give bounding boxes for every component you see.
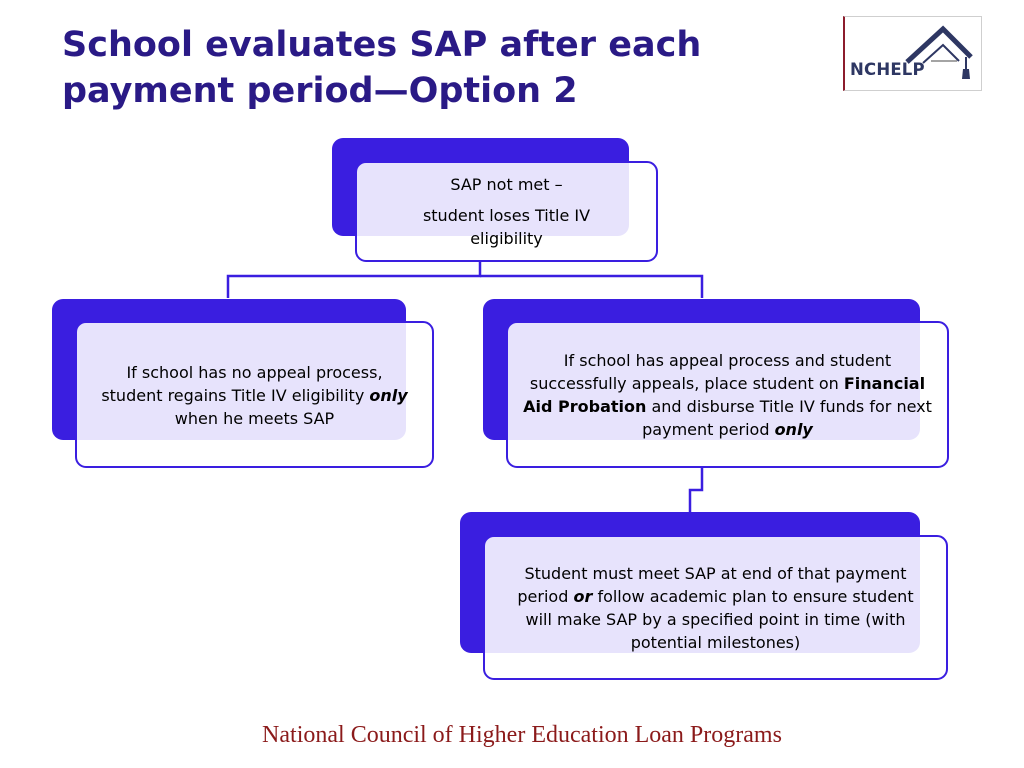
bottom-box-text-before: Student must meet SAP at end of that payment period	[517, 564, 907, 606]
page-title: School evaluates SAP after each payment period—Option 2	[62, 25, 702, 111]
connector-right-to-bottom	[690, 468, 702, 512]
footer-text: National Council of Higher Education Loan Programs	[262, 722, 782, 748]
right-box-text-after: and disburse Title IV funds for next payment period	[642, 397, 932, 439]
connector-top-to-right	[480, 276, 702, 298]
left-box-text	[95, 361, 414, 430]
top-box-line1: SAP not met –	[450, 175, 563, 194]
bottom-box-text	[507, 562, 924, 654]
bottom-box-text-after: follow academic plan to ensure student will make SAP by a specified point in time (with potential milestones)	[525, 587, 914, 652]
right-box-text	[520, 349, 935, 441]
top-box	[355, 161, 658, 262]
right-box-bold: Financial Aid Probation	[523, 374, 926, 416]
bottom-box-emphasis: or	[573, 587, 593, 606]
connector-top-to-children	[228, 261, 480, 298]
left-box-emphasis: only	[369, 386, 408, 405]
left-box-text-after: when he meets SAP	[174, 409, 335, 428]
left-box-text-before: If school has no appeal process, student regains Title IV eligibility	[101, 363, 383, 405]
right-box-text-before: If school has appeal process and student successfully appeals, place student on	[529, 351, 892, 393]
left-box	[75, 321, 434, 468]
right-box	[506, 321, 949, 468]
bottom-box	[483, 535, 948, 680]
right-box-emphasis: only	[774, 420, 813, 439]
top-box-line2: student loses Title IV eligibility	[422, 206, 591, 248]
logo-text: NCHELP	[850, 60, 925, 79]
